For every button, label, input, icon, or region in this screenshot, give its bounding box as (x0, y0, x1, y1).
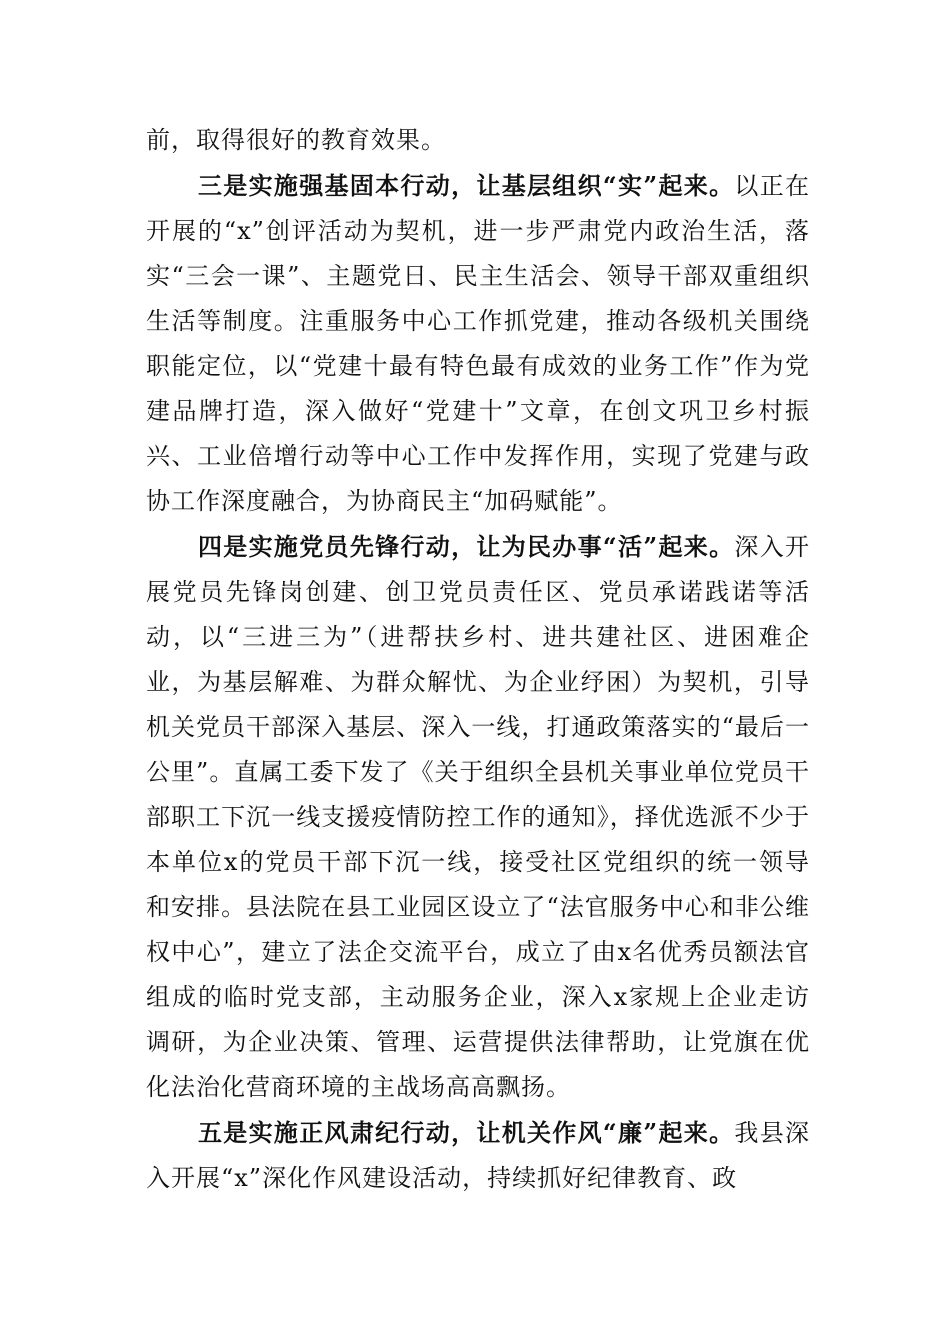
paragraph-body: 前，取得很好的教育效果。 (146, 126, 446, 154)
paragraph-lead: 三是实施强基固本行动，让基层组织“实”起来。 (198, 171, 735, 200)
paragraph-body: 以正在开展的“x”创评活动为契机，进一步严肃党内政治生活，落实“三会一课”、主题党日、民主生活会、领导干部双重组织生活等制度。注重服务中心工作抓党建，推动各级机关围绕职能定位，以“党建十最有特色最有成效的业务工作”作为党建品牌打造，深入做好“党建十”文章，在创文巩卫乡村振兴、工业倍增行动等中心工作中发挥作用，实现了党建与政协工作深度融合，为协商民主“加码赋能”。 (146, 172, 811, 515)
paragraph-item-3 (146, 163, 810, 524)
paragraph-lead: 五是实施正风肃纪行动，让机关作风“廉”起来。 (198, 1118, 735, 1147)
paragraph-item-5 (146, 1110, 810, 1201)
paragraph-body: 深入开展党员先锋岗创建、创卫党员责任区、党员承诺践诺等活动，以“三进三为”（进帮扶乡村、进共建社区、进困难企业，为基层解难、为群众解忧、为企业纾困）为契机，引导机关党员干部深入基层、深入一线，打通政策落实的“最后一公里”。直属工委下发了《关于组织全县机关事业单位党员干部职工下沉一线支援疫情防控工作的通知》，择优选派不少于本单位x的党员干部下沉一线，接受社区党组织的统一领导和安排。县法院在县工业园区设立了“法官服务中心和非公维权中心”，建立了法企交流平台，成立了由x名优秀员额法官组成的临时党支部，主动服务企业，深入x家规上企业走访调研，为企业决策、管理、运营提供法律帮助，让党旗在优化法治化营商环境的主战场高高飘扬。 (146, 533, 811, 1101)
paragraph-item-4 (146, 524, 810, 1110)
paragraph-body: 我县深入开展“x”深化作风建设活动，持续抓好纪律教育、政 (146, 1119, 811, 1192)
paragraph-continuation (146, 118, 810, 163)
document-body (146, 118, 810, 1201)
paragraph-lead: 四是实施党员先锋行动，让为民办事“活”起来。 (198, 532, 735, 561)
